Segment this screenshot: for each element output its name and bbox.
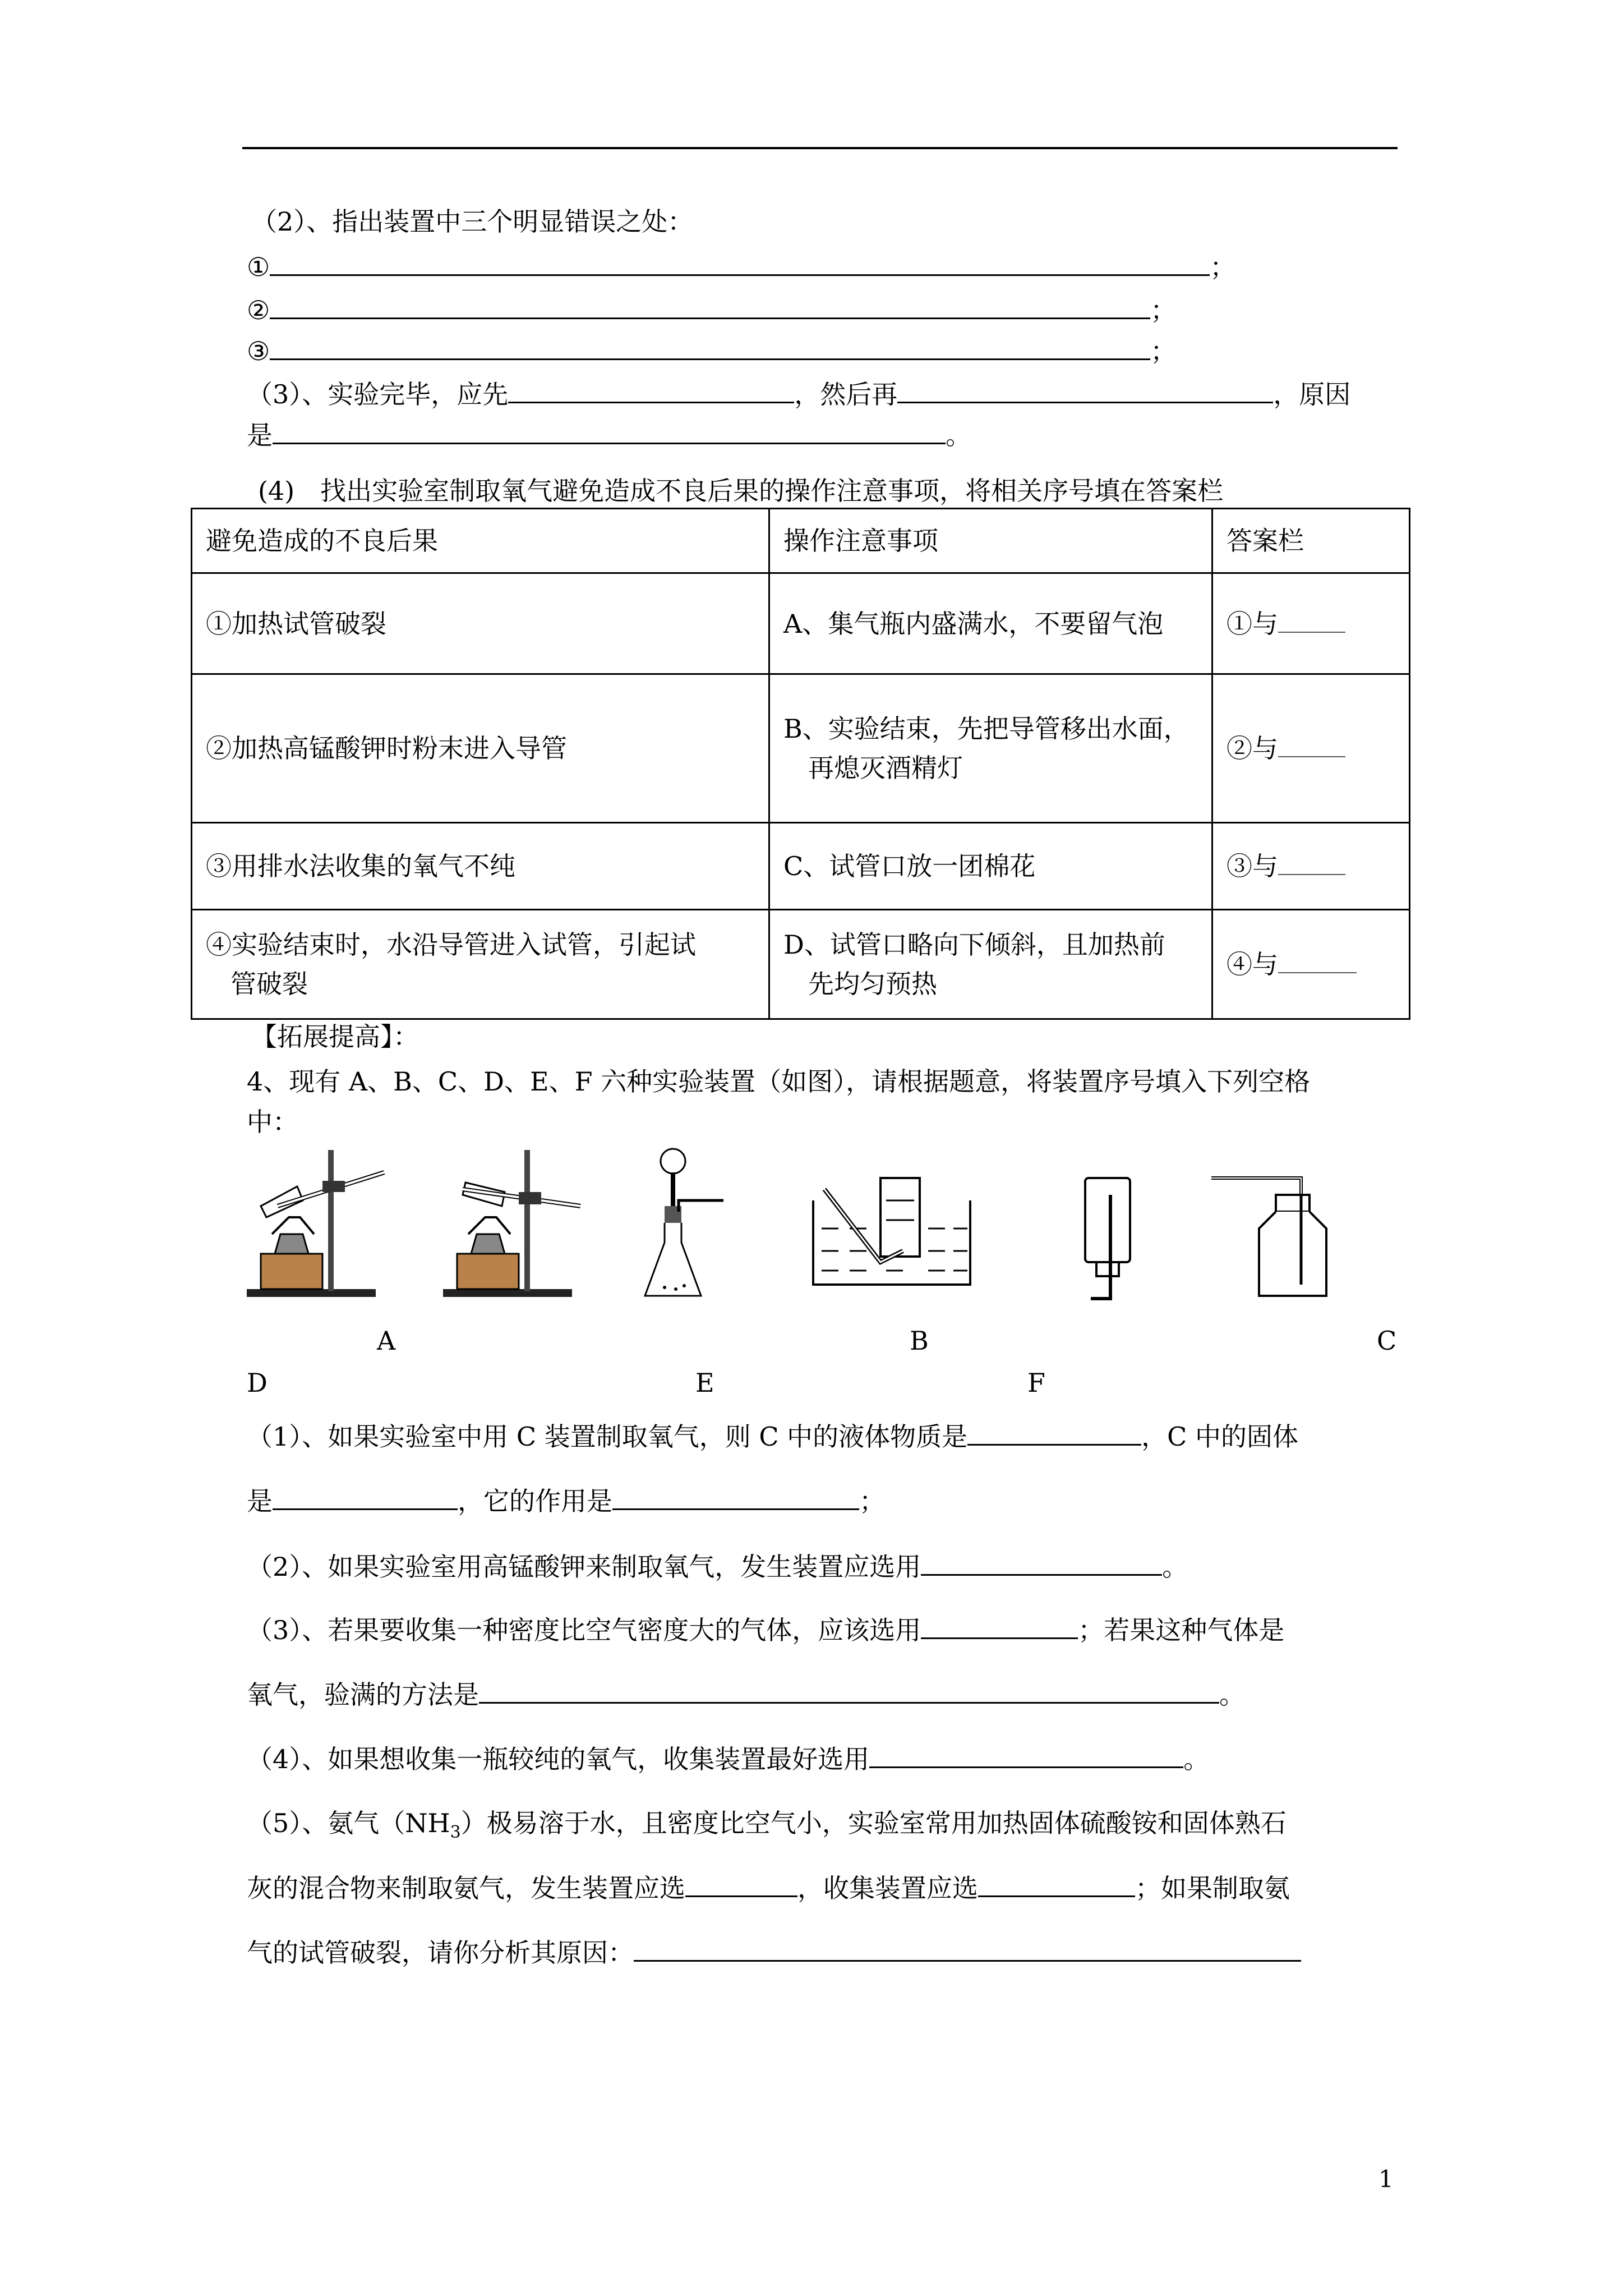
label-b: B	[910, 1326, 929, 1356]
table-row	[192, 910, 1410, 1019]
page-number: 1	[1378, 2165, 1394, 2193]
answer-blank[interactable]	[869, 1742, 1183, 1768]
heating-apparatus-b-icon	[440, 1139, 586, 1307]
q2-item-2: ② ；	[247, 293, 1176, 327]
answer-cell[interactable]: ②与	[1212, 674, 1410, 823]
consequence-cell: ①加热试管破裂	[192, 573, 769, 674]
answer-blank[interactable]	[1278, 852, 1345, 875]
answer-blank[interactable]	[508, 377, 794, 403]
s5-line-1: （5）、氨气$(NH_3)$极易溶于水，且密度比空气小，实验室常用加热固体硫酸铵和固体熟石	[247, 1808, 1287, 1843]
table-header-row	[192, 509, 1410, 573]
water-trough-icon	[808, 1167, 976, 1290]
q3-line-2: 是 。	[247, 418, 971, 452]
q2-title: （2）、指出装置中三个明显错误之处：	[251, 206, 694, 237]
answer-blank[interactable]	[921, 1549, 1162, 1576]
label-d: D	[247, 1368, 268, 1398]
s3-line-1: （3）、若果要收集一种密度比空气密度大的气体，应该选用 ；若果这种气体是	[247, 1613, 1284, 1647]
s1-line-1: （1）、如果实验室中用 C 装置制取氧气，则 C 中的液体物质是 ，C 中的固体	[247, 1419, 1298, 1453]
answer-blank[interactable]	[1278, 950, 1357, 973]
table-row	[192, 674, 1410, 823]
q4-intro-line-2: 中：	[247, 1107, 298, 1137]
downward-collection-bottle-icon	[1068, 1161, 1147, 1301]
heating-apparatus-a-icon	[244, 1139, 401, 1307]
label-e: E	[695, 1368, 714, 1398]
gas-collection-bottle-icon	[1206, 1167, 1335, 1301]
q3-line-1: （3）、实验完毕，应先 ，然后再 ，原因	[247, 377, 1350, 411]
note-cell: A、集气瓶内盛满水，不要留气泡	[769, 573, 1212, 674]
consequence-cell: ②加热高锰酸钾时粉末进入导管	[192, 674, 769, 823]
table-header: 操作注意事项	[769, 509, 1212, 573]
note-cell: C、试管口放一团棉花	[769, 823, 1212, 910]
answer-blank[interactable]	[612, 1484, 859, 1510]
answer-blank[interactable]	[921, 1613, 1078, 1639]
answer-blank[interactable]	[1278, 734, 1345, 757]
answer-cell[interactable]: ④与	[1212, 910, 1410, 1019]
table-row	[192, 573, 1410, 674]
answer-blank[interactable]	[634, 1935, 1301, 1962]
answer-blank[interactable]	[273, 418, 946, 444]
s2-line: （2）、如果实验室用高锰酸钾来制取氧气，发生装置应选用 。	[247, 1549, 1188, 1584]
extension-heading: 【拓展提高】：	[251, 1022, 419, 1052]
s4-line: （4）、如果想收集一瓶较纯的氧气，收集装置最好选用 。	[247, 1742, 1209, 1776]
consequence-cell: ④实验结束时，水沿导管进入试管，引起试 管破裂	[192, 910, 769, 1019]
consequence-cell: ③用排水法收集的氧气不纯	[192, 823, 769, 910]
answer-cell[interactable]: ①与	[1212, 573, 1410, 674]
s5-line-3: 气的试管破裂，请你分析其原因：	[247, 1935, 1301, 1970]
answer-blank[interactable]	[685, 1871, 797, 1897]
header-rule	[242, 147, 1398, 149]
answer-blank[interactable]	[967, 1419, 1141, 1446]
label-a: A	[377, 1326, 396, 1356]
precautions-table	[191, 508, 1410, 1020]
answer-blank[interactable]	[978, 1871, 1135, 1897]
note-cell: B、实验结束，先把导管移出水面， 再熄灭酒精灯	[769, 674, 1212, 823]
answer-blank[interactable]	[270, 334, 1150, 360]
table-header: 答案栏	[1212, 509, 1410, 573]
label-c: C	[1377, 1326, 1397, 1356]
answer-cell[interactable]: ③与	[1212, 823, 1410, 910]
q4-intro-line-1: 4、现有 A、B、C、D、E、F 六种实验装置（如图），请根据题意，将装置序号填入下列空格	[247, 1066, 1311, 1097]
q2-item-3: ③ ；	[247, 334, 1176, 368]
s3-line-2: 氧气，验满的方法是 。	[247, 1677, 1245, 1711]
s5-line-2: 灰的混合物来制取氨气，发生装置应选 ，收集装置应选 ；如果制取氨	[247, 1871, 1290, 1905]
answer-blank[interactable]	[270, 293, 1150, 319]
flask-apparatus-icon	[639, 1139, 735, 1307]
answer-blank[interactable]	[1278, 609, 1345, 633]
table-header: 避免造成的不良后果	[192, 509, 769, 573]
answer-blank[interactable]	[479, 1677, 1219, 1704]
label-f: F	[1027, 1368, 1045, 1398]
q2-item-1: ① ；	[247, 250, 1235, 284]
s1-line-2: 是 ，它的作用是 ；	[247, 1484, 885, 1518]
q4-title: (4) 找出实验室制取氧气避免造成不良后果的操作注意事项，将相关序号填在答案栏	[258, 476, 1224, 506]
answer-blank[interactable]	[270, 250, 1210, 276]
answer-blank[interactable]	[897, 377, 1273, 403]
note-cell: D、试管口略向下倾斜，且加热前 先均匀预热	[769, 910, 1212, 1019]
answer-blank[interactable]	[273, 1484, 458, 1510]
table-row	[192, 823, 1410, 910]
